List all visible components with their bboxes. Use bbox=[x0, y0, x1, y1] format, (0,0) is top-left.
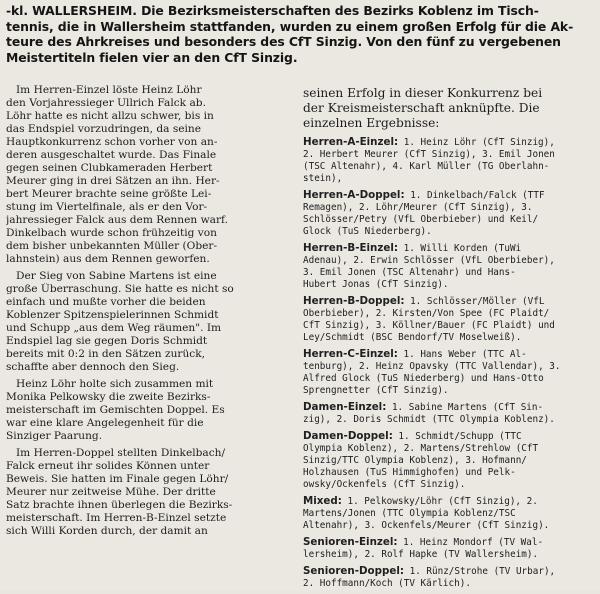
result-block bbox=[303, 401, 595, 426]
result-text: 1. Rünz/Strohe (TV Urbar), bbox=[409, 566, 556, 577]
result-line bbox=[303, 295, 595, 308]
result-text: 1. Hans Weber (TTC Al- bbox=[403, 349, 527, 360]
result-line bbox=[303, 401, 595, 414]
result-line: Adenau), 2. Erwin Schlösser (VfL Oberbieber), bbox=[303, 255, 555, 266]
result-category: Herren-A-Einzel: bbox=[303, 136, 399, 148]
text-line: meisterschaft im Gemischten Doppel. Es bbox=[6, 404, 225, 416]
result-text: 1. Willi Korden (TuWi bbox=[403, 243, 522, 254]
text-line: Koblenzer Spitzenspielerinnen Schmidt bbox=[6, 309, 219, 321]
result-line bbox=[303, 430, 595, 443]
lead-line: Meistertiteln fielen vier an den CfT Sinzig. bbox=[6, 49, 298, 65]
result-category: Senioren-Doppel: bbox=[303, 565, 404, 577]
article-paragraph bbox=[6, 270, 289, 374]
result-line: Altenahr), 3. Ockenfels/Meurer (CfT Sinzig). bbox=[303, 520, 550, 531]
result-category: Herren-B-Einzel: bbox=[303, 242, 398, 254]
result-line: Sinzig/TTC Olympia Koblenz), 3. Hofmann/ bbox=[303, 455, 527, 466]
article-paragraph bbox=[6, 84, 289, 266]
result-line: Ley/Schmidt (BSC Bendorf/TV Moselweiß). bbox=[303, 332, 522, 343]
result-category: Mixed: bbox=[303, 495, 342, 507]
text-line: jahressieger Falck aus dem Rennen warf. bbox=[6, 214, 228, 226]
result-line bbox=[303, 242, 595, 255]
lead-line: -kl. WALLERSHEIM. Die Bezirksmeisterschaften des Bezirks Koblenz im Tisch- bbox=[6, 3, 539, 18]
result-line: 3. Emil Jonen (TSC Altenahr) und Hans- bbox=[303, 267, 516, 278]
text-line: Hauptkonkurrenz schon vorher von an- bbox=[6, 136, 218, 148]
text-line: Sinziger Paarung. bbox=[6, 430, 103, 442]
result-line: Oberbieber), 2. Kirsten/Von Spee (FC Plaidt/ bbox=[303, 308, 550, 319]
result-block bbox=[303, 242, 595, 291]
result-line: tenburg), 2. Heinz Opavsky (TTC Vallendar), 3. bbox=[303, 361, 561, 372]
result-block bbox=[303, 536, 595, 561]
text-line: das Endspiel vorzudringen, da seine bbox=[6, 123, 202, 135]
text-line: Satz brachte ihnen überlegen die Bezirks- bbox=[6, 499, 233, 511]
result-block bbox=[303, 495, 595, 532]
result-line bbox=[303, 565, 595, 578]
text-line: Im Herren-Einzel löste Heinz Löhr bbox=[16, 84, 202, 96]
result-text: 1. Schlösser/Möller (VfL bbox=[410, 296, 545, 307]
result-line: Glock (TuS Niederberg). bbox=[303, 226, 432, 237]
result-text: 1. Pelkowsky/Löhr (CfT Sinzig), 2. bbox=[347, 496, 538, 507]
lead-line: teure des Ahrkreises und besonders des CfT Sinzig. Von den fünf zu vergebenen bbox=[6, 34, 561, 49]
text-line: Dinkelbach wurde schon frühzeitig von bbox=[6, 227, 217, 239]
text-line: Meurer nur zeitweise Mühe. Der dritte bbox=[6, 486, 216, 498]
lead-paragraph bbox=[6, 3, 594, 65]
text-line: bert Meurer brachte seine größte Lei- bbox=[6, 188, 212, 200]
text-line: seinen Erfolg in dieser Konkurrenz bei bbox=[303, 86, 543, 100]
text-line: Der Sieg von Sabine Martens ist eine bbox=[16, 270, 217, 282]
text-line: einfach und mußte vorher die beiden bbox=[6, 296, 206, 308]
result-block bbox=[303, 430, 595, 491]
result-category: Herren-C-Einzel: bbox=[303, 348, 398, 360]
result-text: 1. Dinkelbach/Falck (TTF bbox=[410, 190, 545, 201]
right-column bbox=[303, 86, 595, 594]
text-line: und Schupp „aus dem Weg räumen". Im bbox=[6, 322, 222, 334]
result-line: owsky/Ockenfels (CfT Sinzig). bbox=[303, 479, 466, 490]
result-text: 1. Heinz Mondorf (TV Wal- bbox=[403, 537, 544, 548]
result-line: zig), 2. Doris Schmidt (TTC Olympia Koblenz). bbox=[303, 414, 555, 425]
result-line: Holzhausen (TuS Himmighofen) und Pelk- bbox=[303, 467, 516, 478]
result-line bbox=[303, 136, 595, 149]
text-line: Im Herren-Doppel stellten Dinkelbach/ bbox=[16, 447, 226, 459]
result-category: Herren-A-Doppel: bbox=[303, 189, 405, 201]
result-line: Schlösser/Petry (VfL Oberbieber) und Keil/ bbox=[303, 214, 539, 225]
result-text: 1. Schmidt/Schupp (TTC bbox=[398, 431, 522, 442]
result-line bbox=[303, 495, 595, 508]
result-line: Olympia Koblenz), 2. Martens/Strehlow (CfT bbox=[303, 443, 539, 454]
result-line: stein), bbox=[303, 173, 343, 184]
result-line bbox=[303, 536, 595, 549]
result-block bbox=[303, 189, 595, 238]
text-line: einzelnen Ergebnisse: bbox=[303, 116, 440, 130]
result-line: 2. Hoffmann/Koch (TV Kärlich). bbox=[303, 578, 471, 589]
result-line: Alfred Glock (TuS Niederberg) und Hans-Otto bbox=[303, 373, 544, 384]
text-line: Endspiel lag sie gegen Doris Schmidt bbox=[6, 335, 208, 347]
result-text: 1. Sabine Martens (CfT Sin- bbox=[391, 402, 544, 413]
result-line: lersheim), 2. Rolf Hapke (TV Wallersheim). bbox=[303, 549, 539, 560]
text-line: sich Willi Korden durch, der damit an bbox=[6, 525, 208, 537]
result-line: Remagen), 2. Löhr/Meurer (CfT Sinzig), 3. bbox=[303, 202, 533, 213]
text-line: Monika Pelkowsky die zweite Bezirks- bbox=[6, 391, 211, 403]
text-line: Löhr hatte es nicht allzu schwer, bis in bbox=[6, 110, 214, 122]
text-line: Beweis. Sie hatten im Finale gegen Löhr/ bbox=[6, 473, 229, 485]
result-category: Herren-B-Doppel: bbox=[303, 295, 405, 307]
text-line: dem bisher unbekannten Müller (Ober- bbox=[6, 240, 218, 252]
result-text: 1. Heinz Löhr (CfT Sinzig), bbox=[403, 137, 555, 148]
text-line: Falck erneut ihr solides Können unter bbox=[6, 460, 210, 472]
text-line: gegen seinen Clubkameraden Herbert bbox=[6, 162, 213, 174]
text-line: stung im Viertelfinale, als er den Vor- bbox=[6, 201, 208, 213]
text-line: Heinz Löhr holte sich zusammen mit bbox=[16, 378, 214, 390]
article-paragraph bbox=[6, 447, 289, 538]
result-line: Hubert Jonas (CfT Sinzig). bbox=[303, 279, 449, 290]
result-category: Damen-Doppel: bbox=[303, 430, 393, 442]
text-line: lahnstein) aus dem Rennen geworfen. bbox=[6, 253, 210, 265]
text-line: meisterschaft. Im Herren-B-Einzel setzte bbox=[6, 512, 227, 524]
result-line: 2. Herbert Meurer (CfT Sinzig), 3. Emil Jonen bbox=[303, 149, 555, 160]
result-block bbox=[303, 348, 595, 397]
text-line: große Überraschung. Sie hatte es nicht so bbox=[6, 283, 234, 295]
lead-line: tennis, die in Wallersheim stattfanden, wurden zu einem großen Erfolg für die Ak- bbox=[6, 18, 574, 34]
result-line: (TSC Altenahr), 4. Karl Müller (TG Oberlahn- bbox=[303, 161, 550, 172]
result-line: Sprengnetter (CfT Sinzig). bbox=[303, 385, 449, 396]
result-line: Martens/Jonen (TTC Olympia Koblenz/TSC bbox=[303, 508, 516, 519]
text-line: schaffte aber dennoch den Sieg. bbox=[6, 361, 180, 373]
result-line bbox=[303, 189, 595, 202]
result-category: Senioren-Einzel: bbox=[303, 536, 398, 548]
left-column bbox=[6, 84, 289, 542]
result-category: Damen-Einzel: bbox=[303, 401, 387, 413]
result-block bbox=[303, 295, 595, 344]
article-paragraph bbox=[6, 378, 289, 443]
text-line: war eine klare Angelegenheit für die bbox=[6, 417, 204, 429]
text-line: Meurer ging in drei Sätzen an ihn. Her- bbox=[6, 175, 220, 187]
result-block bbox=[303, 565, 595, 590]
result-line: CfT Sinzig), 3. Köllner/Bauer (FC Plaidt) und bbox=[303, 320, 555, 331]
text-line: der Kreismeisterschaft anknüpfte. Die bbox=[303, 101, 540, 115]
results-intro bbox=[303, 86, 595, 131]
text-line: deren ausgeschaltet wurde. Das Finale bbox=[6, 149, 217, 161]
text-line: bereits mit 0:2 in den Sätzen zurück, bbox=[6, 348, 206, 360]
result-block bbox=[303, 136, 595, 185]
text-line: den Vorjahressieger Ullrich Falck ab. bbox=[6, 97, 206, 109]
result-line bbox=[303, 348, 595, 361]
